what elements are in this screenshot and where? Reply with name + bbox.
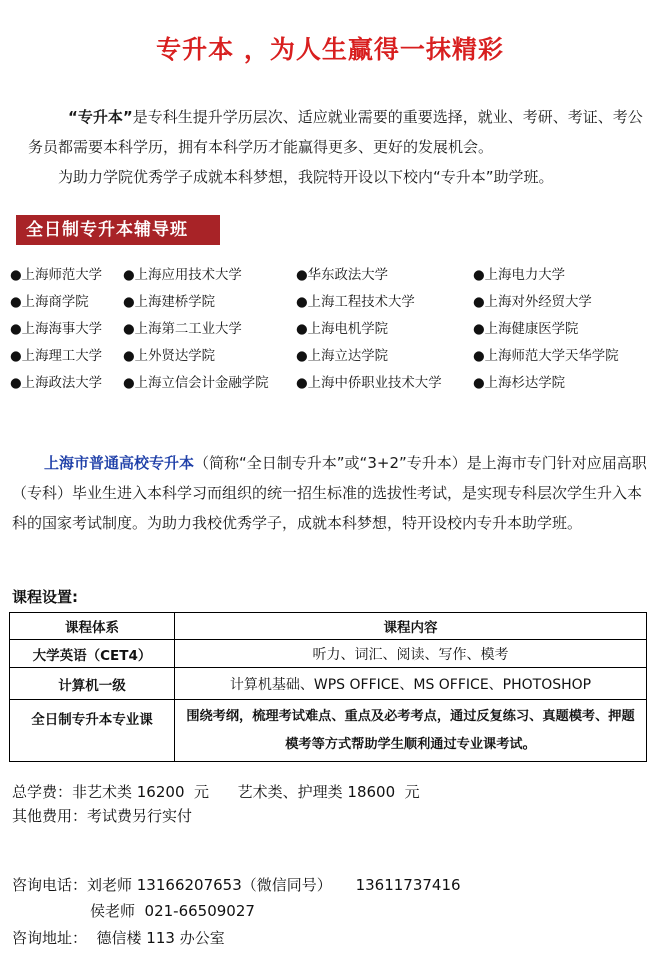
school-item: ●上外贤达学院 xyxy=(123,349,216,364)
contact-phone: 咨询电话：刘老师 13166207653（微信同号） 13611737416 xyxy=(12,876,461,894)
school-list xyxy=(10,262,650,397)
table-cell: 全日制专升本专业课 xyxy=(10,700,175,762)
school-item: ●上海建桥学院 xyxy=(123,295,216,310)
intro-paragraph xyxy=(28,102,648,192)
contact-phone-2: 侯老师 021-66509027 xyxy=(90,902,255,920)
school-item: ●上海健康医学院 xyxy=(473,322,579,337)
school-item: ●上海政法大学 xyxy=(10,376,103,391)
school-item: ●上海杉达学院 xyxy=(473,376,566,391)
description-text: （简称“全日制专升本”或“3+2”专升本）是上海市专门针对应届高职（专科）毕业生进入本科学习而组织的统一招生标准的选拔性考试，是实现专科层次学生升入本科的国家考试制度。为助力我校优秀学子，成就本科梦想，特开设校内专升本助学班。 xyxy=(12,454,647,532)
table-cell: 听力、词汇、阅读、写作、模考 xyxy=(175,640,647,668)
contact-address: 咨询地址： 德信楼 113 办公室 xyxy=(12,929,225,947)
school-item: ●上海工程技术大学 xyxy=(296,295,415,310)
table-header: 课程内容 xyxy=(175,613,647,640)
school-item: ●上海海事大学 xyxy=(10,322,103,337)
table-row xyxy=(10,700,647,762)
table-header-row xyxy=(10,613,647,640)
school-row xyxy=(10,370,650,397)
school-item: ●上海电力大学 xyxy=(473,268,566,283)
school-item: ●上海中侨职业技术大学 xyxy=(296,376,442,391)
table-row xyxy=(10,668,647,700)
table-header: 课程体系 xyxy=(10,613,175,640)
school-row xyxy=(10,262,650,289)
course-table xyxy=(9,612,647,762)
tuition-fee: 总学费：非艺术类 16200 元 艺术类、护理类 18600 元 xyxy=(12,783,420,801)
school-item: ●上海应用技术大学 xyxy=(123,268,242,283)
school-row xyxy=(10,289,650,316)
table-cell: 围绕考纲，梳理考试难点、重点及必考考点，通过反复练习、真题模考、押题模考等方式帮助学生顺利通过专业课考试。 xyxy=(175,700,647,762)
school-row xyxy=(10,316,650,343)
description-paragraph xyxy=(12,448,652,538)
description-highlight: 上海市普通高校专升本 xyxy=(44,454,195,472)
school-item: ●上海商学院 xyxy=(10,295,89,310)
intro-text-2: 为助力学院优秀学子成就本科梦想，我院特开设以下校内“专升本”助学班。 xyxy=(58,168,554,186)
section-banner: 全日制专升本辅导班 xyxy=(16,215,220,245)
table-cell: 大学英语（CET4） xyxy=(10,640,175,668)
school-item: ●上海对外经贸大学 xyxy=(473,295,592,310)
page-title: 专升本 ，为人生赢得一抹精彩 xyxy=(156,35,504,64)
other-fee: 其他费用：考试费另行实付 xyxy=(12,807,193,825)
school-item: ●华东政法大学 xyxy=(296,268,389,283)
table-row xyxy=(10,640,647,668)
school-item: ●上海立信会计金融学院 xyxy=(123,376,269,391)
course-heading: 课程设置: xyxy=(12,588,78,606)
school-item: ●上海立达学院 xyxy=(296,349,389,364)
intro-term: “专升本” xyxy=(68,108,133,126)
school-item: ●上海理工大学 xyxy=(10,349,103,364)
school-row xyxy=(10,343,650,370)
table-cell: 计算机一级 xyxy=(10,668,175,700)
table-cell: 计算机基础、WPS OFFICE、MS OFFICE、PHOTOSHOP xyxy=(175,668,647,700)
school-item: ●上海第二工业大学 xyxy=(123,322,242,337)
school-item: ●上海电机学院 xyxy=(296,322,389,337)
intro-text: 是专科生提升学历层次、适应就业需要的重要选择，就业、考研、考证、考公务员都需要本科学历，拥有本科学历才能赢得更多、更好的发展机会。 xyxy=(28,108,643,156)
school-item: ●上海师范大学天华学院 xyxy=(473,349,619,364)
school-item: ●上海师范大学 xyxy=(10,268,103,283)
